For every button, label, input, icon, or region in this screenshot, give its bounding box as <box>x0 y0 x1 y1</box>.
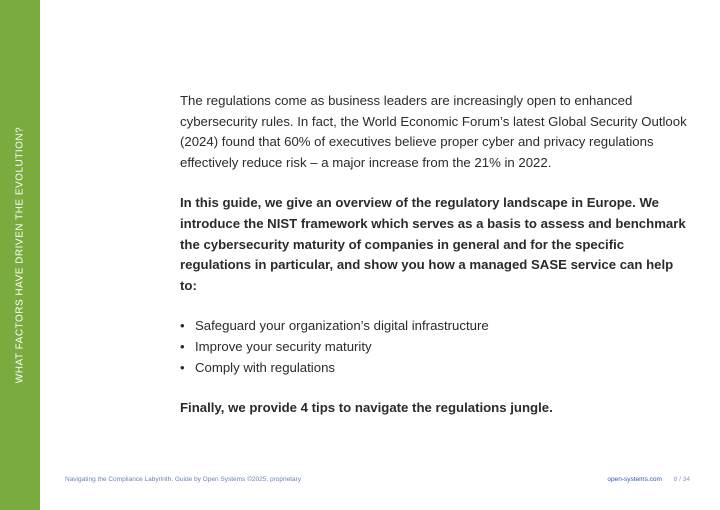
section-title: WHAT FACTORS HAVE DRIVEN THE EVOLUTION? <box>14 126 26 384</box>
page-content <box>180 91 690 419</box>
list-item-text: Improve your security maturity <box>195 338 372 354</box>
website-link[interactable]: open-systems.com <box>607 476 662 483</box>
intro-paragraph: The regulations come as business leaders are increasingly open to enhanced cybersecurity rules. In fact, the World Economic Forum’s latest Global Security Outlook (2024) found that 60% of executives believe proper cyber and privacy regulations effectively reduce risk – a major increase from the 21% in 2022. <box>180 93 687 170</box>
bullet-icon: • <box>180 318 185 334</box>
list-item <box>180 358 690 379</box>
bullet-list <box>180 316 690 378</box>
list-item-text: Safeguard your organization’s digital infrastructure <box>195 318 489 334</box>
list-item <box>180 337 690 358</box>
footer-right <box>607 476 690 483</box>
page-number: 8 / 34 <box>673 476 690 483</box>
list-item <box>180 316 690 337</box>
bullet-icon: • <box>180 338 185 354</box>
list-item-text: Comply with regulations <box>195 359 335 375</box>
page-footer <box>65 476 690 488</box>
footer-copyright: Navigating the Compliance Labyrinth. Guide by Open Systems ©2025, proprietary <box>65 476 302 483</box>
bullet-icon: • <box>180 359 185 375</box>
guide-overview-paragraph: In this guide, we give an overview of the regulatory landscape in Europe. We introduce the NIST framework which serves as a basis to assess and benchmark the cybersecurity maturity of companies in general and for the specific regulations in particular, and show you how a managed SASE service can help to: <box>180 195 686 293</box>
side-bar <box>0 0 40 510</box>
closing-paragraph: Finally, we provide 4 tips to navigate the regulations jungle. <box>180 400 553 416</box>
